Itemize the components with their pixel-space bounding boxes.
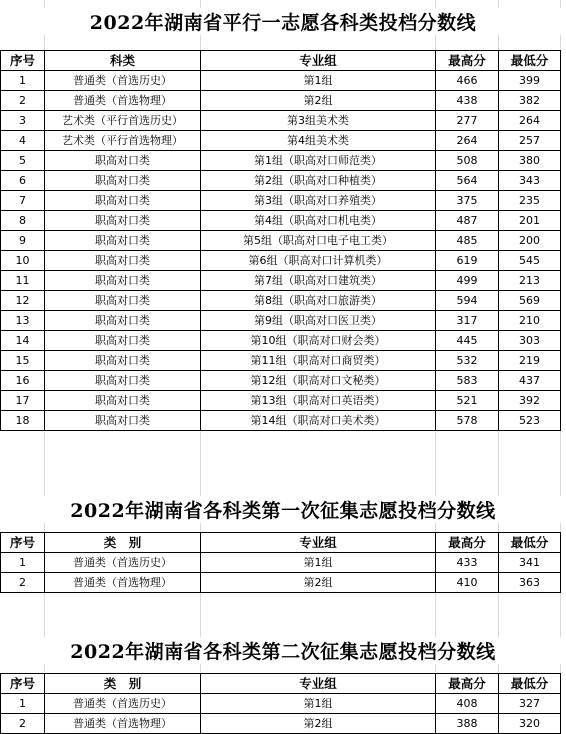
table-cell: 第3组美术类 (201, 111, 436, 131)
table-cell: 11 (1, 271, 45, 291)
table-cell: 第12组（职高对口文秘类） (201, 371, 436, 391)
table-cell: 392 (499, 391, 561, 411)
table-cell: 第8组（职高对口旅游类） (201, 291, 436, 311)
section3-title: 2022年湖南省各科类第二次征集志愿投档分数线 (0, 637, 566, 664)
table-cell: 10 (1, 251, 45, 271)
table-cell: 13 (1, 311, 45, 331)
table-cell: 578 (436, 411, 499, 431)
table-cell: 职高对口类 (45, 211, 201, 231)
table-cell: 264 (436, 131, 499, 151)
table-cell: 第7组（职高对口建筑类） (201, 271, 436, 291)
table-cell: 320 (499, 714, 561, 734)
table-cell: 普通类（首选物理） (45, 91, 201, 111)
table-cell: 408 (436, 694, 499, 714)
table-cell: 3 (1, 111, 45, 131)
table-cell: 18 (1, 411, 45, 431)
table-cell: 职高对口类 (45, 231, 201, 251)
table-cell: 499 (436, 271, 499, 291)
table-header-row (1, 674, 561, 694)
table-row (1, 331, 561, 351)
header-cell: 最低分 (499, 674, 561, 694)
table-row (1, 311, 561, 331)
table-cell: 437 (499, 371, 561, 391)
section2-table (0, 532, 561, 593)
table-cell: 第3组（职高对口养殖类） (201, 191, 436, 211)
table-cell: 第5组（职高对口电子电工类） (201, 231, 436, 251)
table-cell: 327 (499, 694, 561, 714)
table-cell: 职高对口类 (45, 331, 201, 351)
table-cell: 235 (499, 191, 561, 211)
table-cell: 第2组 (201, 714, 436, 734)
table-cell: 532 (436, 351, 499, 371)
table-cell: 16 (1, 371, 45, 391)
header-cell: 科类 (45, 51, 201, 71)
table-cell: 1 (1, 694, 45, 714)
table-row (1, 191, 561, 211)
table-cell: 第1组（职高对口师范类） (201, 151, 436, 171)
header-cell: 专业组 (201, 51, 436, 71)
table-header-row (1, 51, 561, 71)
table-row (1, 351, 561, 371)
table-cell: 第4组（职高对口机电类） (201, 211, 436, 231)
table-row (1, 211, 561, 231)
section3-table (0, 673, 561, 734)
table-cell: 14 (1, 331, 45, 351)
table-cell: 职高对口类 (45, 351, 201, 371)
table-row (1, 231, 561, 251)
table-cell: 594 (436, 291, 499, 311)
table-cell: 普通类（首选历史） (45, 694, 201, 714)
header-cell: 序号 (1, 51, 45, 71)
header-cell: 类 别 (45, 674, 201, 694)
table-cell: 388 (436, 714, 499, 734)
table-cell: 第2组（职高对口种植类） (201, 171, 436, 191)
header-cell: 序号 (1, 533, 45, 553)
table-row (1, 694, 561, 714)
table-cell: 5 (1, 151, 45, 171)
table-cell: 523 (499, 411, 561, 431)
table-cell: 第14组（职高对口美术类） (201, 411, 436, 431)
table-cell: 第2组 (201, 573, 436, 593)
header-cell: 最低分 (499, 51, 561, 71)
table-cell: 410 (436, 573, 499, 593)
table-cell: 619 (436, 251, 499, 271)
table-cell: 第4组美术类 (201, 131, 436, 151)
table-cell: 15 (1, 351, 45, 371)
table-cell: 职高对口类 (45, 251, 201, 271)
table-cell: 2 (1, 573, 45, 593)
header-cell: 最低分 (499, 533, 561, 553)
table-cell: 2 (1, 714, 45, 734)
table-row (1, 151, 561, 171)
table-row (1, 71, 561, 91)
table-cell: 433 (436, 553, 499, 573)
table-cell: 职高对口类 (45, 311, 201, 331)
table-cell: 6 (1, 171, 45, 191)
table-cell: 303 (499, 331, 561, 351)
table-cell: 569 (499, 291, 561, 311)
table-cell: 487 (436, 211, 499, 231)
table-cell: 2 (1, 91, 45, 111)
table-cell: 职高对口类 (45, 271, 201, 291)
table-cell: 普通类（首选物理） (45, 714, 201, 734)
table-cell: 职高对口类 (45, 411, 201, 431)
table-cell: 12 (1, 291, 45, 311)
header-cell: 专业组 (201, 674, 436, 694)
table-cell: 职高对口类 (45, 391, 201, 411)
table-cell: 466 (436, 71, 499, 91)
table-cell: 545 (499, 251, 561, 271)
table-cell: 第2组 (201, 91, 436, 111)
table-row (1, 131, 561, 151)
section1-title: 2022年湖南省平行一志愿各科类投档分数线 (0, 8, 566, 35)
table-header-row (1, 533, 561, 553)
table-cell: 1 (1, 71, 45, 91)
table-cell: 1 (1, 553, 45, 573)
table-cell: 445 (436, 331, 499, 351)
table-cell: 213 (499, 271, 561, 291)
table-row (1, 391, 561, 411)
header-cell: 类 别 (45, 533, 201, 553)
table-cell: 380 (499, 151, 561, 171)
table-cell: 277 (436, 111, 499, 131)
header-cell: 专业组 (201, 533, 436, 553)
table-cell: 363 (499, 573, 561, 593)
table-row (1, 91, 561, 111)
table-row (1, 251, 561, 271)
table-cell: 4 (1, 131, 45, 151)
table-row (1, 171, 561, 191)
table-row (1, 553, 561, 573)
table-cell: 508 (436, 151, 499, 171)
table-cell: 375 (436, 191, 499, 211)
table-cell: 521 (436, 391, 499, 411)
table-cell: 职高对口类 (45, 191, 201, 211)
table-cell: 317 (436, 311, 499, 331)
table-cell: 17 (1, 391, 45, 411)
table-cell: 职高对口类 (45, 171, 201, 191)
table-cell: 普通类（首选历史） (45, 553, 201, 573)
table-row (1, 714, 561, 734)
table-cell: 8 (1, 211, 45, 231)
table-cell: 485 (436, 231, 499, 251)
table-row (1, 291, 561, 311)
header-cell: 最高分 (436, 533, 499, 553)
table-row (1, 371, 561, 391)
table-cell: 219 (499, 351, 561, 371)
table-row (1, 271, 561, 291)
header-cell: 序号 (1, 674, 45, 694)
table-cell: 399 (499, 71, 561, 91)
table-row (1, 111, 561, 131)
table-cell: 257 (499, 131, 561, 151)
table-cell: 职高对口类 (45, 151, 201, 171)
header-cell: 最高分 (436, 51, 499, 71)
table-cell: 普通类（首选历史） (45, 71, 201, 91)
table-cell: 第9组（职高对口医卫类） (201, 311, 436, 331)
table-cell: 第13组（职高对口英语类） (201, 391, 436, 411)
table-cell: 第1组 (201, 694, 436, 714)
table-cell: 艺术类（平行首选历史） (45, 111, 201, 131)
table-cell: 341 (499, 553, 561, 573)
table-cell: 职高对口类 (45, 371, 201, 391)
table-cell: 564 (436, 171, 499, 191)
table-cell: 9 (1, 231, 45, 251)
table-cell: 438 (436, 91, 499, 111)
section2-title: 2022年湖南省各科类第一次征集志愿投档分数线 (0, 496, 566, 523)
table-cell: 第1组 (201, 553, 436, 573)
table-cell: 艺术类（平行首选物理） (45, 131, 201, 151)
table-cell: 382 (499, 91, 561, 111)
table-row (1, 573, 561, 593)
section1-table (0, 50, 561, 431)
table-cell: 第1组 (201, 71, 436, 91)
table-cell: 7 (1, 191, 45, 211)
table-cell: 264 (499, 111, 561, 131)
table-cell: 第6组（职高对口计算机类） (201, 251, 436, 271)
table-cell: 普通类（首选物理） (45, 573, 201, 593)
table-cell: 第10组（职高对口财会类） (201, 331, 436, 351)
table-cell: 200 (499, 231, 561, 251)
table-cell: 第11组（职高对口商贸类） (201, 351, 436, 371)
table-cell: 343 (499, 171, 561, 191)
table-cell: 210 (499, 311, 561, 331)
header-cell: 最高分 (436, 674, 499, 694)
table-row (1, 411, 561, 431)
table-cell: 职高对口类 (45, 291, 201, 311)
table-cell: 583 (436, 371, 499, 391)
table-cell: 201 (499, 211, 561, 231)
